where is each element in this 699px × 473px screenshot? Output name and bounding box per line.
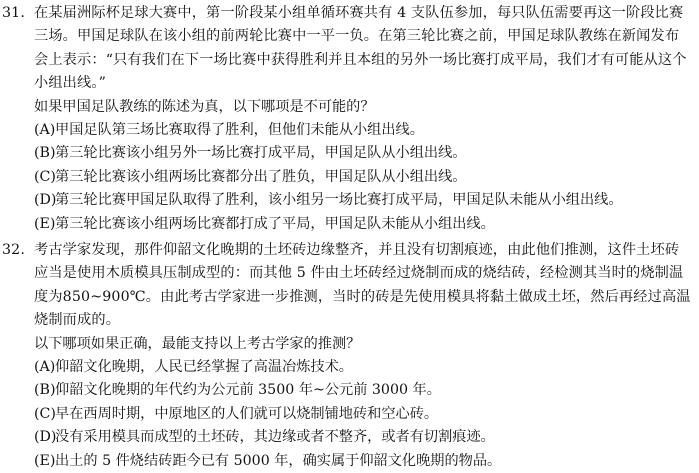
question-32 xyxy=(0,239,699,473)
option-a[interactable] xyxy=(34,119,699,142)
option-d[interactable] xyxy=(34,189,699,212)
option-letter: (E) xyxy=(34,215,56,232)
option-letter: (E) xyxy=(34,452,56,469)
option-e[interactable] xyxy=(34,450,699,473)
question-number: 31. xyxy=(2,5,26,21)
answer-options xyxy=(0,119,699,236)
option-letter: (D) xyxy=(34,429,57,446)
option-text: 仰韶文化晚期，人民已经掌握了高温冶炼技术。 xyxy=(55,359,353,376)
answer-options xyxy=(0,356,699,473)
question-stem xyxy=(0,239,699,333)
option-letter: (D) xyxy=(34,192,57,209)
option-text: 早在西周时期，中原地区的人们就可以烧制铺地砖和空心砖。 xyxy=(55,405,439,422)
option-text: 出土的 5 件烧结砖距今已有 5000 年，确实属于仰韶文化晚期的物品。 xyxy=(55,452,502,469)
option-a[interactable] xyxy=(34,356,699,379)
option-text: 没有采用模具而成型的土坯砖，其边缘或者不整齐，或者有切割痕迹。 xyxy=(55,429,495,446)
stem-text: 在某届洲际杯足球大赛中，第一阶段某小组单循环赛共有 4 支队伍参加，每只队伍需要再这一阶段比赛三场。甲国足球队在该小组的前两轮比赛中一平一负。在第三轮比赛之前，甲国足球队教练在新闻发布会上表示：“只有我们在下一场比赛中获得胜利并且本组的另外一场比赛打成平局，我们才有可能从这个小组出线。” xyxy=(34,5,687,92)
question-prompt: 如果甲国足队教练的陈述为真，以下哪项是不可能的？ xyxy=(34,98,375,115)
question-prompt: 以下哪项如果正确，最能支持以上考古学家的推测？ xyxy=(34,335,361,352)
option-letter: (C) xyxy=(34,405,56,422)
option-c[interactable] xyxy=(34,166,699,189)
option-letter: (B) xyxy=(34,382,56,399)
option-e[interactable] xyxy=(34,213,699,236)
question-31 xyxy=(0,2,699,236)
option-text: 第三轮比赛甲国足队取得了胜利，该小组另一场比赛打成平局，甲国足队未能从小组出线。 xyxy=(55,192,623,209)
option-text: 第三轮比赛该小组两场比赛都打成了平局，甲国足队未能从小组出线。 xyxy=(55,215,495,232)
option-b[interactable] xyxy=(34,142,699,165)
option-text: 第三轮比赛该小组另外一场比赛打成平局，甲国足队从小组出线。 xyxy=(55,145,467,162)
option-b[interactable] xyxy=(34,379,699,402)
option-letter: (A) xyxy=(34,122,56,139)
question-number: 32. xyxy=(2,242,26,258)
option-text: 第三轮比赛该小组两场比赛都分出了胜负，甲国足队从小组出线。 xyxy=(55,168,467,185)
option-letter: (C) xyxy=(34,168,56,185)
question-stem xyxy=(0,2,699,96)
stem-text: 考古学家发现，那件仰韶文化晚期的土坯砖边缘整齐，并且没有切割痕迹，由此他们推测，这件土坯砖应当是使用木质模具压制成型的：而其他 5 件由土坯砖经过烧制而成的烧结砖，经检测其当时的烧制温度为850~900℃。由此考古学家进一步推测，当时的砖是先使用模具将黏土做成土坯，然后再经过高温烧制而成的。 xyxy=(34,242,691,329)
option-text: 仰韶文化晚期的年代约为公元前 3500 年~公元前 3000 年。 xyxy=(55,382,441,399)
option-letter: (B) xyxy=(34,145,56,162)
option-text: 甲国足队第三场比赛取得了胜利，但他们未能从小组出线。 xyxy=(55,122,424,139)
option-letter: (A) xyxy=(34,359,56,376)
option-c[interactable] xyxy=(34,403,699,426)
option-d[interactable] xyxy=(34,426,699,449)
